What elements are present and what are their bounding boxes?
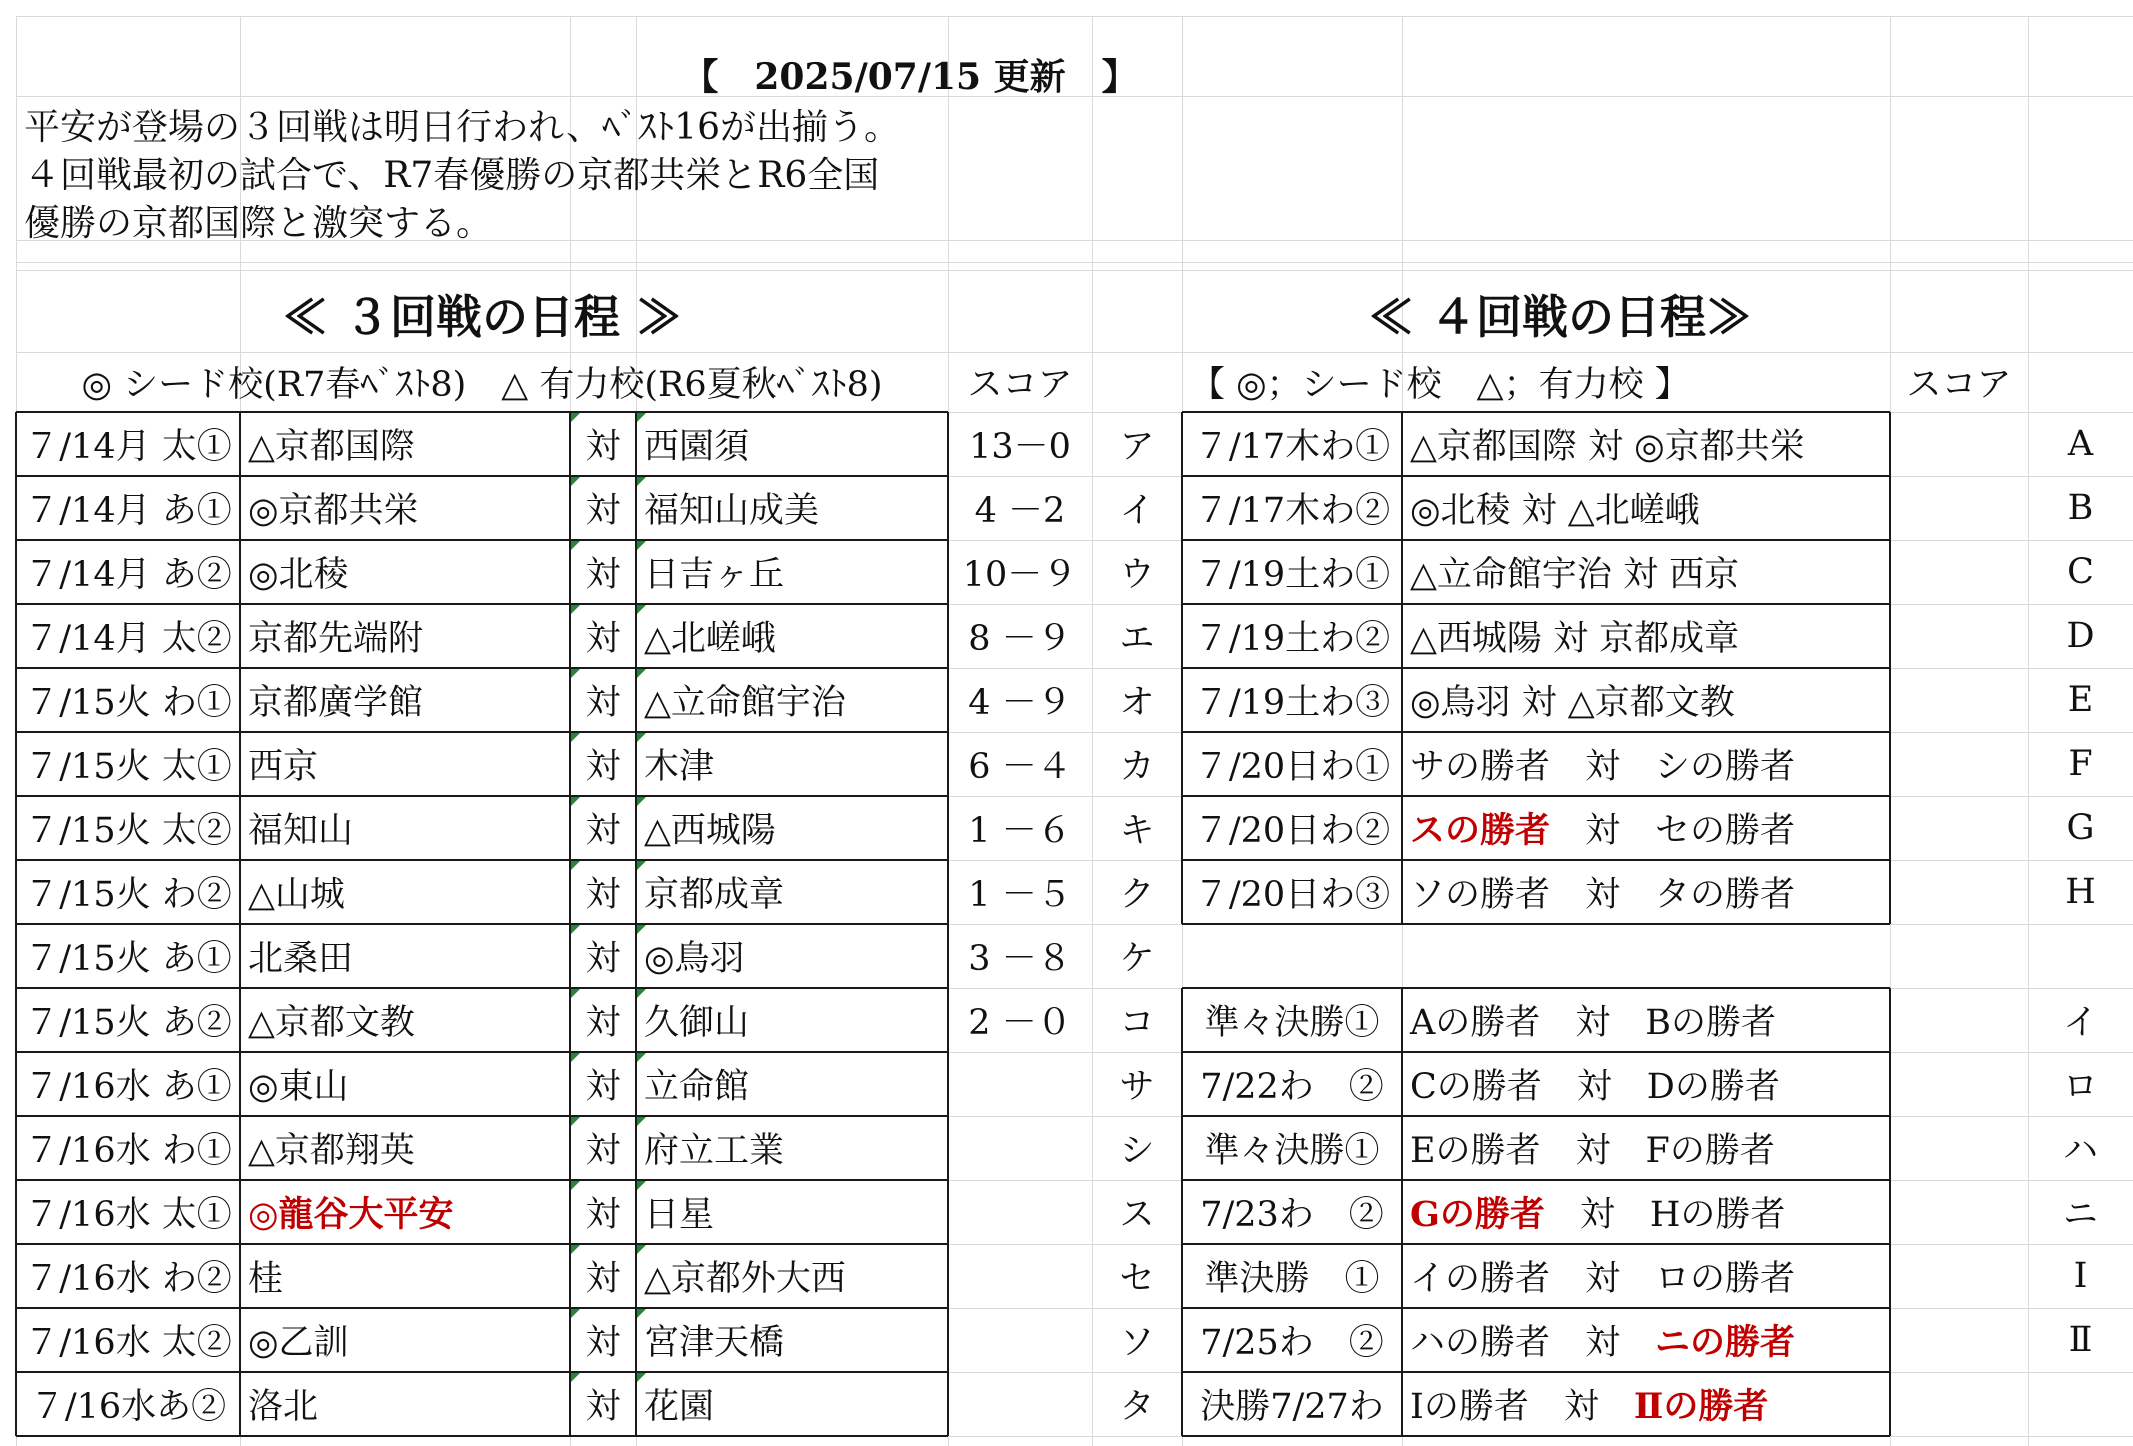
round4-date: ７/17木わ① bbox=[1193, 427, 1391, 467]
cell-marker bbox=[571, 605, 580, 614]
round4-heading: ≪ ４回戦の日程≫ bbox=[1367, 290, 1752, 344]
round4-kana: キ bbox=[1119, 811, 1155, 851]
round3-team2: 福知山成美 bbox=[644, 491, 820, 531]
round3-team1: 桂 bbox=[248, 1259, 284, 1299]
round3-team2: 立命館 bbox=[644, 1067, 750, 1107]
news-line: 優勝の京都国際と激突する。 bbox=[24, 203, 493, 244]
cell-marker bbox=[637, 797, 646, 806]
round4-kana: タ bbox=[1119, 1387, 1155, 1427]
match-text: ソの勝者 対 タの勝者 bbox=[1410, 875, 1796, 915]
round4-date: ７/20日わ③ bbox=[1193, 875, 1391, 915]
border-v bbox=[1401, 412, 1403, 924]
round4-match bbox=[1402, 476, 1890, 540]
round4-date: ７/17木わ② bbox=[1193, 491, 1391, 531]
border-h bbox=[1182, 603, 1890, 605]
border-h bbox=[1182, 923, 1890, 925]
round4-kana: セ bbox=[1119, 1259, 1155, 1299]
round4-code bbox=[2028, 1372, 2133, 1436]
round3-date: ７/15火 太① bbox=[24, 747, 232, 787]
border-v bbox=[1889, 412, 1891, 924]
round4-date: ７/19土わ① bbox=[1193, 555, 1391, 595]
update-label: 【 2025/07/15 更新 】 bbox=[682, 55, 1138, 98]
match-text: ◎北稜 対 △北嵯峨 bbox=[1410, 491, 1700, 531]
round4-match bbox=[1402, 1372, 1890, 1436]
round4-kana: ケ bbox=[1119, 939, 1155, 979]
round3-team2: 日吉ヶ丘 bbox=[644, 555, 785, 595]
border-h bbox=[1182, 1243, 1890, 1245]
round4-date: 準々決勝① bbox=[1204, 1003, 1380, 1043]
round3-team1: 京都廣学館 bbox=[248, 683, 424, 723]
round4-date: 7/23わ ② bbox=[1200, 1195, 1384, 1235]
cell-marker bbox=[571, 797, 580, 806]
round3-team2: 府立工業 bbox=[644, 1131, 785, 1171]
round3-vs: 対 bbox=[585, 555, 621, 595]
cell-marker bbox=[571, 861, 580, 870]
border-h bbox=[16, 1179, 948, 1181]
cell-marker bbox=[637, 925, 646, 934]
border-v bbox=[15, 412, 17, 1436]
round3-vs: 対 bbox=[585, 427, 621, 467]
round4-code: イ bbox=[2062, 1003, 2098, 1043]
round3-score-header: スコア bbox=[967, 365, 1073, 405]
round4-date: ７/20日わ① bbox=[1193, 747, 1391, 787]
round4-code: Ⅱ bbox=[2068, 1320, 2093, 1360]
highlight-team: Gの勝者 bbox=[1410, 1194, 1545, 1235]
cell-marker bbox=[571, 1245, 580, 1254]
round4-code: G bbox=[2066, 808, 2095, 848]
cell-marker bbox=[637, 1053, 646, 1062]
cell-marker bbox=[571, 1181, 580, 1190]
round3-team2: 京都成章 bbox=[644, 875, 785, 915]
round3-team1: 洛北 bbox=[248, 1387, 319, 1427]
round3-score: 4 －2 bbox=[974, 491, 1066, 531]
round4-kana: ク bbox=[1119, 875, 1155, 915]
round4-code: E bbox=[2067, 680, 2094, 720]
border-h bbox=[16, 923, 948, 925]
border-h bbox=[16, 1051, 948, 1053]
round3-score: 1 －６ bbox=[968, 811, 1072, 851]
cell-marker bbox=[637, 605, 646, 614]
round4-date: 7/22わ ② bbox=[1200, 1067, 1384, 1107]
round3-score: 13－0 bbox=[969, 427, 1071, 467]
cell-marker bbox=[571, 1373, 580, 1382]
highlight-team: ニの勝者 bbox=[1655, 1322, 1796, 1363]
round3-date: ７/16水 あ① bbox=[24, 1067, 232, 1107]
match-text: Eの勝者 対 Fの勝者 bbox=[1410, 1131, 1775, 1171]
cell-marker bbox=[571, 477, 580, 486]
round4-code: F bbox=[2068, 744, 2093, 784]
round3-team1: △京都文教 bbox=[248, 1003, 415, 1043]
border-h bbox=[1182, 475, 1890, 477]
round4-kana: ア bbox=[1119, 427, 1155, 467]
border-h bbox=[1182, 859, 1890, 861]
round3-team1: ◎東山 bbox=[248, 1067, 349, 1107]
news-text bbox=[24, 104, 900, 248]
cell-marker bbox=[571, 733, 580, 742]
border-h bbox=[16, 1243, 948, 1245]
round3-score: 6 －４ bbox=[968, 747, 1072, 787]
cell-marker bbox=[571, 989, 580, 998]
highlight-team: Ⅱの勝者 bbox=[1633, 1386, 1769, 1427]
round3-team1: ◎乙訓 bbox=[248, 1323, 349, 1363]
round3-vs: 対 bbox=[585, 1131, 621, 1171]
round3-date: ７/15火 あ① bbox=[24, 939, 232, 979]
round3-date: ７/14月 あ② bbox=[24, 555, 232, 595]
round3-vs: 対 bbox=[585, 875, 621, 915]
round4-kana: オ bbox=[1119, 683, 1155, 723]
border-h bbox=[16, 1307, 948, 1309]
round4-match bbox=[1402, 1052, 1890, 1116]
round4-kana: サ bbox=[1119, 1067, 1155, 1107]
round4-date bbox=[1182, 924, 1402, 988]
round4-code: ロ bbox=[2062, 1067, 2098, 1107]
round3-date: ７/15火 あ② bbox=[24, 1003, 232, 1043]
cell-marker bbox=[637, 861, 646, 870]
round4-kana: コ bbox=[1119, 1003, 1155, 1043]
match-text: Cの勝者 対 Dの勝者 bbox=[1410, 1067, 1780, 1107]
cell-marker bbox=[571, 413, 580, 422]
round3-team1: △京都国際 bbox=[248, 427, 415, 467]
round4-match bbox=[1402, 1116, 1890, 1180]
round3-team2: 宮津天橋 bbox=[644, 1323, 785, 1363]
round3-team1: △京都翔英 bbox=[248, 1131, 415, 1171]
border-v bbox=[1889, 988, 1891, 1436]
cell-marker bbox=[637, 1373, 646, 1382]
round3-team2: 日星 bbox=[644, 1195, 715, 1235]
border-v bbox=[239, 412, 241, 1436]
border-h bbox=[1182, 1051, 1890, 1053]
round4-date: 7/25わ ② bbox=[1200, 1323, 1384, 1363]
round4-kana: ス bbox=[1119, 1195, 1155, 1235]
round3-score: 2 －０ bbox=[968, 1003, 1072, 1043]
round3-team1: ◎北稜 bbox=[248, 555, 349, 595]
cell-marker bbox=[571, 669, 580, 678]
border-v bbox=[1181, 988, 1183, 1436]
round3-vs: 対 bbox=[585, 491, 621, 531]
round4-date: ７/19土わ③ bbox=[1193, 683, 1391, 723]
round3-date: ７/15火 わ① bbox=[24, 683, 232, 723]
round4-kana: カ bbox=[1119, 747, 1155, 787]
round3-date: ７/15火 わ② bbox=[24, 875, 232, 915]
match-text: 対 セの勝者 bbox=[1550, 811, 1796, 851]
round4-legend: 【 ◎；シード校 △；有力校 】 bbox=[1190, 365, 1690, 405]
border-h bbox=[16, 1371, 948, 1373]
round3-score bbox=[948, 1052, 1092, 1116]
round3-team2: ◎鳥羽 bbox=[644, 939, 745, 979]
cell-marker bbox=[571, 925, 580, 934]
round4-match bbox=[1402, 860, 1890, 924]
round4-kana: シ bbox=[1119, 1131, 1155, 1171]
round4-date: ７/19土わ② bbox=[1193, 619, 1391, 659]
round3-team1: ◎京都共栄 bbox=[248, 491, 419, 531]
match-text: 対 Hの勝者 bbox=[1544, 1195, 1786, 1235]
round4-date: ７/20日わ② bbox=[1193, 811, 1391, 851]
round3-date: ７/14月 太① bbox=[24, 427, 232, 467]
round4-kana: エ bbox=[1119, 619, 1155, 659]
round3-vs: 対 bbox=[585, 1259, 621, 1299]
round4-kana: ウ bbox=[1119, 555, 1155, 595]
round4-kana: イ bbox=[1119, 491, 1155, 531]
highlight-team: スの勝者 bbox=[1410, 810, 1551, 851]
match-text: イの勝者 対 ロの勝者 bbox=[1410, 1259, 1796, 1299]
border-h bbox=[1182, 411, 1890, 413]
cell-marker bbox=[637, 989, 646, 998]
round3-team2: 久御山 bbox=[644, 1003, 750, 1043]
round4-score-header: スコア bbox=[1906, 365, 2012, 405]
round4-kana: ソ bbox=[1119, 1323, 1155, 1363]
border-h bbox=[16, 411, 948, 413]
round4-match bbox=[1402, 988, 1890, 1052]
round3-team1: 西京 bbox=[248, 747, 319, 787]
round3-team2: 花園 bbox=[644, 1387, 715, 1427]
cell-marker bbox=[637, 1309, 646, 1318]
cell-marker bbox=[571, 1053, 580, 1062]
round3-score bbox=[948, 1180, 1092, 1244]
border-v bbox=[635, 412, 637, 1436]
round3-vs: 対 bbox=[585, 1003, 621, 1043]
match-text: ハの勝者 対 bbox=[1410, 1323, 1656, 1363]
round4-code: H bbox=[2065, 872, 2096, 912]
border-h bbox=[16, 731, 948, 733]
cell-marker bbox=[571, 541, 580, 550]
border-h bbox=[16, 667, 948, 669]
round4-code: A bbox=[2067, 424, 2094, 464]
round3-team2: 木津 bbox=[644, 747, 715, 787]
round4-date: 準々決勝① bbox=[1204, 1131, 1380, 1171]
border-h bbox=[1182, 987, 1890, 989]
round3-score bbox=[948, 1244, 1092, 1308]
round4-match bbox=[1402, 924, 1890, 988]
border-h bbox=[1182, 731, 1890, 733]
round4-match bbox=[1402, 1180, 1890, 1244]
border-h bbox=[1182, 1307, 1890, 1309]
round4-match bbox=[1402, 732, 1890, 796]
gridline-h-3 bbox=[16, 262, 2133, 263]
gridline-h-4 bbox=[16, 270, 2133, 271]
border-h bbox=[16, 859, 948, 861]
border-h bbox=[1182, 1371, 1890, 1373]
border-h bbox=[1182, 1179, 1890, 1181]
round4-date: 準決勝 ① bbox=[1204, 1259, 1380, 1299]
round3-date: ７/16水あ② bbox=[29, 1387, 227, 1427]
border-h bbox=[1182, 1115, 1890, 1117]
border-v bbox=[1181, 412, 1183, 924]
match-text: △立命館宇治 対 西京 bbox=[1410, 555, 1740, 595]
round4-code: D bbox=[2066, 616, 2095, 656]
border-h bbox=[1182, 539, 1890, 541]
round3-score bbox=[948, 1372, 1092, 1436]
round3-vs: 対 bbox=[585, 683, 621, 723]
round3-vs: 対 bbox=[585, 1387, 621, 1427]
round3-score: 3 －８ bbox=[968, 939, 1072, 979]
match-text: Aの勝者 対 Bの勝者 bbox=[1410, 1003, 1776, 1043]
match-text: △西城陽 対 京都成章 bbox=[1410, 619, 1740, 659]
round4-code: C bbox=[2067, 552, 2094, 592]
border-h bbox=[1182, 795, 1890, 797]
cell-marker bbox=[571, 1117, 580, 1126]
news-line: ４回戦最初の試合で、R7春優勝の京都共栄とR6全国 bbox=[24, 155, 880, 196]
border-v bbox=[947, 412, 949, 1436]
match-text: ◎鳥羽 対 △京都文教 bbox=[1410, 683, 1735, 723]
cell-marker bbox=[637, 1117, 646, 1126]
round3-team1: 福知山 bbox=[248, 811, 354, 851]
round4-code: Ⅰ bbox=[2073, 1256, 2088, 1296]
round3-vs: 対 bbox=[585, 811, 621, 851]
round4-code: ニ bbox=[2062, 1195, 2098, 1235]
match-text: サの勝者 対 シの勝者 bbox=[1410, 747, 1796, 787]
round4-date: 決勝7/27わ bbox=[1200, 1387, 1384, 1427]
round4-match bbox=[1402, 796, 1890, 860]
border-v bbox=[569, 412, 571, 1436]
gridline-h-0 bbox=[16, 16, 2133, 17]
round3-date: ７/16水 わ① bbox=[24, 1131, 232, 1171]
news-line: 平安が登場の３回戦は明日行われ、ﾍﾞｽﾄ16が出揃う。 bbox=[24, 107, 900, 148]
round3-date: ７/16水 太① bbox=[24, 1195, 232, 1235]
border-h bbox=[1182, 1435, 1890, 1437]
border-h bbox=[16, 475, 948, 477]
round3-date: ７/15火 太② bbox=[24, 811, 232, 851]
round4-code: ハ bbox=[2062, 1131, 2098, 1171]
round3-score: 10－９ bbox=[962, 555, 1078, 595]
cell-marker bbox=[571, 1309, 580, 1318]
match-text: Ⅰの勝者 対 bbox=[1410, 1387, 1634, 1427]
round4-match bbox=[1402, 1308, 1890, 1372]
match-text: △京都国際 対 ◎京都共栄 bbox=[1410, 427, 1805, 467]
round4-match bbox=[1402, 1244, 1890, 1308]
round3-team1: 京都先端附 bbox=[248, 619, 424, 659]
round3-team2: △北嵯峨 bbox=[644, 619, 776, 659]
round3-date: ７/14月 太② bbox=[24, 619, 232, 659]
cell-marker bbox=[637, 1245, 646, 1254]
cell-marker bbox=[637, 541, 646, 550]
round3-team1: ◎龍谷大平安 bbox=[248, 1194, 454, 1235]
cell-marker bbox=[637, 1181, 646, 1190]
border-v bbox=[1401, 988, 1403, 1436]
round3-team1: 北桑田 bbox=[248, 939, 354, 979]
round3-score: 8 －９ bbox=[968, 619, 1072, 659]
border-h bbox=[16, 539, 948, 541]
border-h bbox=[16, 987, 948, 989]
border-h bbox=[16, 1435, 948, 1437]
round4-match bbox=[1402, 604, 1890, 668]
border-h bbox=[16, 1115, 948, 1117]
round3-team2: △西城陽 bbox=[644, 811, 776, 851]
round3-team2: △立命館宇治 bbox=[644, 683, 846, 723]
round3-vs: 対 bbox=[585, 747, 621, 787]
round3-score bbox=[948, 1116, 1092, 1180]
round3-legend: ◎ シード校(R7春ﾍﾞｽﾄ8) △ 有力校(R6夏秋ﾍﾞｽﾄ8) bbox=[81, 365, 883, 405]
round3-team2: △京都外大西 bbox=[644, 1259, 846, 1299]
border-h bbox=[16, 795, 948, 797]
round4-match bbox=[1402, 412, 1890, 476]
round4-code bbox=[2028, 924, 2133, 988]
round3-vs: 対 bbox=[585, 1323, 621, 1363]
round3-date: ７/16水 太② bbox=[24, 1323, 232, 1363]
border-h bbox=[16, 603, 948, 605]
round3-vs: 対 bbox=[585, 619, 621, 659]
round4-code: B bbox=[2067, 488, 2094, 528]
border-h bbox=[1182, 667, 1890, 669]
round3-vs: 対 bbox=[585, 1067, 621, 1107]
round3-date: ７/14月 あ① bbox=[24, 491, 232, 531]
round3-score: 1 －５ bbox=[968, 875, 1072, 915]
round3-heading: ≪ ３回戦の日程 ≫ bbox=[281, 290, 683, 344]
round3-vs: 対 bbox=[585, 939, 621, 979]
round3-team1: △山城 bbox=[248, 875, 345, 915]
cell-marker bbox=[637, 413, 646, 422]
round3-score: 4 －９ bbox=[968, 683, 1072, 723]
cell-marker bbox=[637, 477, 646, 486]
round4-match bbox=[1402, 668, 1890, 732]
round4-match bbox=[1402, 540, 1890, 604]
round3-score bbox=[948, 1308, 1092, 1372]
cell-marker bbox=[637, 669, 646, 678]
round3-vs: 対 bbox=[585, 1195, 621, 1235]
round3-date: ７/16水 わ② bbox=[24, 1259, 232, 1299]
round3-team2: 西園須 bbox=[644, 427, 750, 467]
cell-marker bbox=[637, 733, 646, 742]
